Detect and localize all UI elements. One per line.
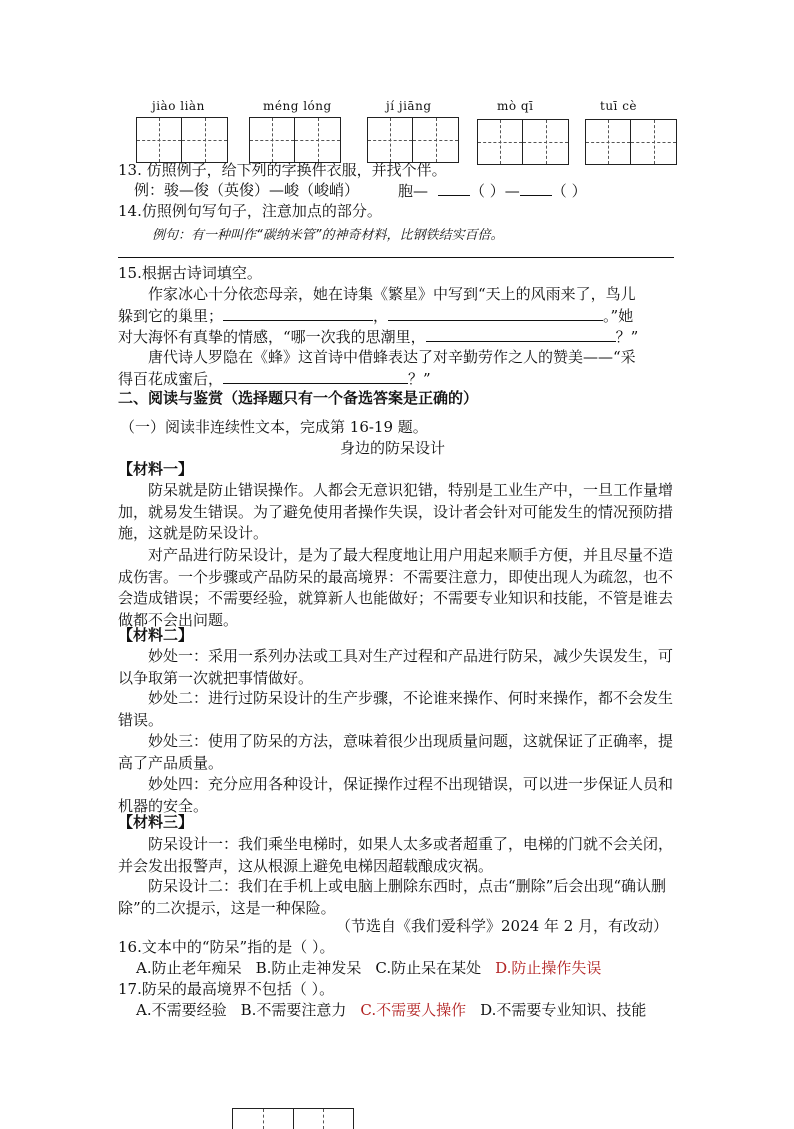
q16-option-c[interactable]: C.防止呆在某处 [375, 959, 482, 977]
q17-option-b[interactable]: B.不需要注意力 [240, 1001, 347, 1019]
q17-options [136, 1000, 646, 1021]
q16-option-b[interactable]: B.防止走神发呆 [255, 959, 362, 977]
material3-source: （节选自《我们爱科学》2024 年 2 月，有改动） [336, 917, 669, 935]
writing-grid-3[interactable] [367, 117, 459, 163]
section2-heading: 二、阅读与鉴赏（选择题只有一个备选答案是正确的） [118, 389, 479, 407]
q13-blank-2[interactable] [520, 180, 552, 196]
q15-blank-4[interactable] [223, 368, 408, 384]
material3-para2: 防呆设计二：我们在手机上或电脑上删除东西时，点击“删除”后会出现“确认删除”的二次提示，这是一种保险。 [118, 877, 667, 917]
material1-label: 【材料一】 [118, 460, 194, 478]
pinyin-5: tuī cè [600, 99, 638, 113]
writing-grid-5[interactable] [585, 119, 677, 165]
material2-para3: 妙处三：使用了防呆的方法，意味着很少出现质量问题，这就保证了正确率，提高了产品质量。 [118, 732, 674, 772]
q17-option-a[interactable]: A.不需要经验 [136, 1001, 227, 1019]
q13-example: 例：骏—俊（英俊）—峻（峻峭） [134, 181, 360, 199]
q15-line5: 得百花成蜜后， ？” [118, 370, 431, 388]
writing-grid-1[interactable] [136, 117, 228, 163]
q14-answer-line[interactable] [118, 257, 674, 258]
pinyin-1: jiào liàn [152, 99, 205, 113]
q13-blank-1[interactable] [438, 180, 470, 196]
q17-prompt: 17.防呆的最高境界不包括（ ）。 [118, 980, 335, 998]
q14-example: 例句：有一种叫作“碳纳米管”的神奇材料，比钢铁结实百倍。 [152, 228, 504, 243]
q13-task: 胞— （ ）— （ ） [398, 182, 587, 200]
q15-blank-1[interactable] [223, 305, 373, 321]
q15-line4: 唐代诗人罗隐在《蜂》这首诗中借蜂表达了对辛勤劳作之人的赞美——“采 [148, 348, 636, 366]
q15-line3: 对大海怀有真挚的情感，“哪一次我的思潮里， ？” [118, 328, 639, 346]
writing-grid-2[interactable] [249, 117, 341, 163]
material2-label: 【材料二】 [118, 626, 194, 644]
material3-label: 【材料三】 [118, 813, 194, 831]
material2-para4: 妙处四：充分应用各种设计，保证操作过程不出现错误，可以进一步保证人员和机器的安全。 [118, 775, 674, 815]
q14-prompt: 14.仿照例句写句子，注意加点的部分。 [118, 202, 382, 220]
q16-options [136, 958, 601, 979]
pinyin-2: méng lóng [263, 99, 332, 113]
material1-para2: 对产品进行防呆设计，是为了最大程度地让用户用起来顺手方便，并且尽量不造成伤害。一个步骤或产品防呆的最高境界：不需要注意力，即使出现人为疏忽，也不会造成错误；不需要经验，就算新人也能做好；不需要专业知识和技能，不管是谁去做都不会出问题。 [118, 546, 674, 629]
q17-option-c[interactable]: C.不需要人操作 [360, 1001, 467, 1019]
pinyin-4: mò qī [497, 99, 534, 113]
material2-para1: 妙处一：采用一系列办法或工具对生产过程和产品进行防呆，减少失误发生，可以争取第一次就把事情做好。 [118, 647, 674, 687]
material3-para1: 防呆设计一：我们乘坐电梯时，如果人太多或者超重了，电梯的门就不会关闭，并会发出报警声，这从根源上避免电梯因超载酿成灾祸。 [118, 835, 674, 875]
article-title: 身边的防呆设计 [340, 439, 446, 457]
material2-para2: 妙处二：进行过防呆设计的生产步骤，不论谁来操作、何时来操作，都不会发生错误。 [118, 689, 674, 729]
q13-prompt: 13. 仿照例子，给下列的字换件衣服，并找个伴。 [118, 161, 447, 179]
q15-blank-3[interactable] [426, 326, 616, 342]
q16-prompt: 16.文本中的“防呆”指的是（ ）。 [118, 938, 335, 956]
section2-sub: （一）阅读非连续性文本，完成第 16-19 题。 [120, 418, 428, 436]
q17-option-d[interactable]: D.不需要专业知识、技能 [480, 1001, 647, 1019]
writing-grid-4[interactable] [477, 119, 569, 165]
q15-line1: 作家冰心十分依恋母亲，她在诗集《繁星》中写到“天上的风雨来了，鸟儿 [148, 285, 636, 303]
pinyin-3: jí jiāng [386, 99, 432, 113]
q16-option-d[interactable]: D.防止操作失误 [495, 959, 602, 977]
material1-para1: 防呆就是防止错误操作。人都会无意识犯错，特别是工业生产中，一旦工作量增加，就易发生错误。为了避免使用者操作失误，设计者会针对可能发生的情况预防措施，这就是防呆设计。 [118, 481, 674, 542]
q15-blank-2[interactable] [388, 305, 603, 321]
q16-option-a[interactable]: A.防止老年痴呆 [136, 959, 242, 977]
q15-line2: 躲到它的巢里； ， 。”她 [118, 307, 634, 325]
bottom-partial-grid [232, 1108, 354, 1129]
q15-prompt: 15.根据古诗词填空。 [118, 264, 262, 282]
